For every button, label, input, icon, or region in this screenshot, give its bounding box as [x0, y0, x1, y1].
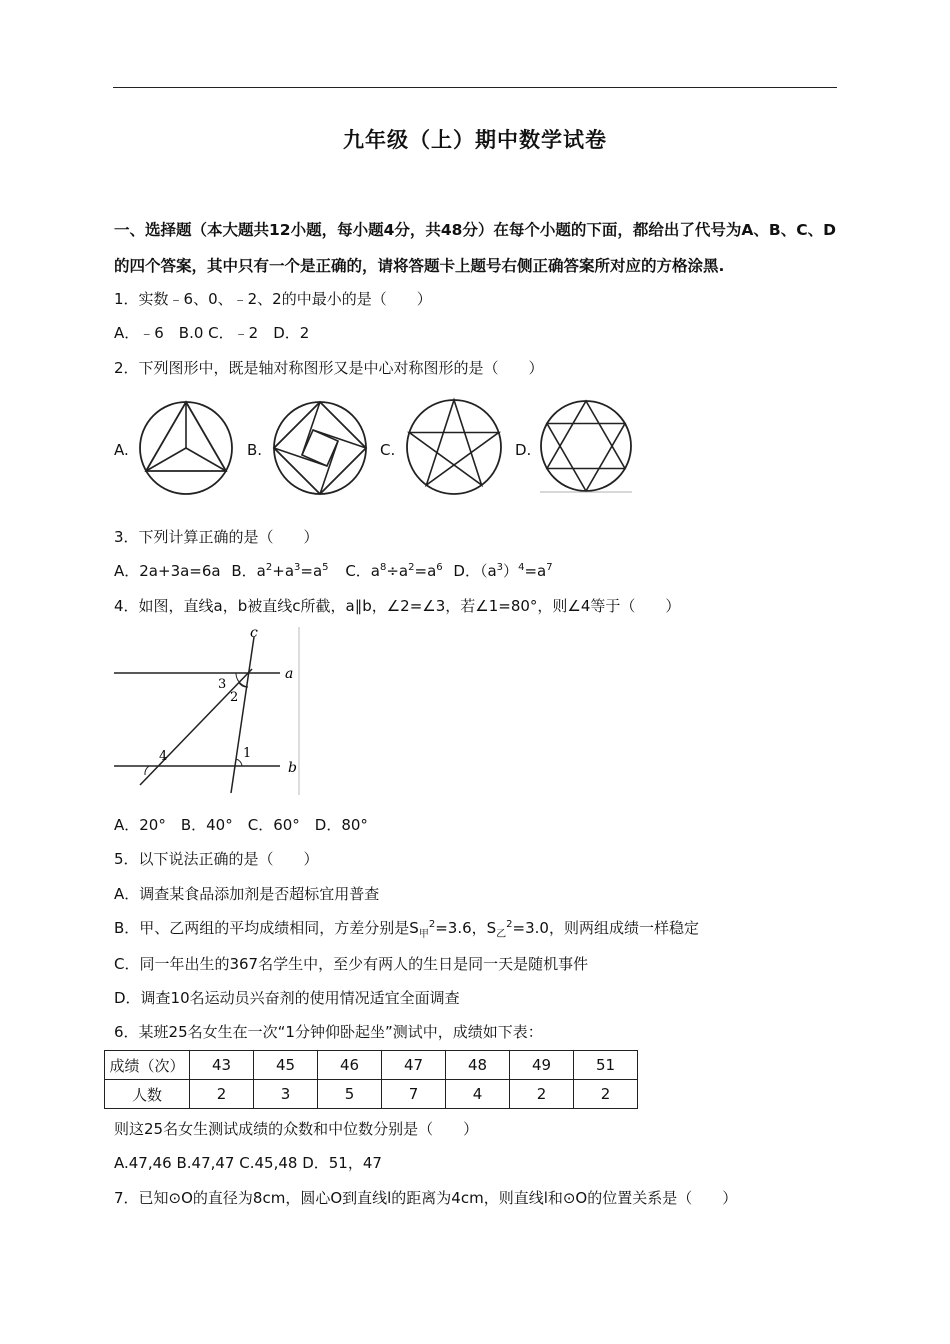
table-cell: 46 — [318, 1051, 382, 1080]
table-cell: 5 — [318, 1080, 382, 1109]
table-cell: 49 — [510, 1051, 574, 1080]
table-cell: 51 — [574, 1051, 638, 1080]
table-row — [105, 1080, 638, 1109]
q3-stem: 3．下列计算正确的是（ ） — [114, 528, 319, 546]
table-cell: 47 — [382, 1051, 446, 1080]
table-cell: 48 — [446, 1051, 510, 1080]
q3-option-c: C．$a^8\div a^2=a^6$ — [345, 562, 443, 580]
table-cell: 43 — [190, 1051, 254, 1080]
q2-stem: 2．下列图形中，既是轴对称图形又是中心对称图形的是（ ） — [114, 359, 544, 377]
q2-figure-b — [272, 400, 368, 496]
q5-option-d: D．调查10名运动员兴奋剂的使用情况适宜全面调查 — [114, 989, 460, 1007]
q4-label-b: b — [288, 760, 297, 776]
q4-label-c: c — [250, 625, 258, 641]
q4-label-angle4: 4 — [159, 749, 168, 764]
table-row-header: 人数 — [105, 1080, 190, 1109]
q3-option-b: B．$a^2+a^3=a^5$ — [231, 562, 329, 580]
q2-label-b: B. — [247, 441, 263, 459]
q5-option-b: B．甲、乙两组的平均成绩相同，方差分别是$S_甲^2=3.6$，$S_乙^2=3.0$，则两组成绩一样稳定 — [114, 919, 699, 940]
q4-figure — [112, 625, 302, 797]
table-cell: 3 — [254, 1080, 318, 1109]
q2-label-a: A. — [114, 441, 129, 459]
q5-option-c: C．同一年出生的367名学生中，至少有两人的生日是同一天是随机事件 — [114, 955, 589, 973]
q3-options — [114, 560, 553, 581]
table-cell: 2 — [574, 1080, 638, 1109]
table-cell: 45 — [254, 1051, 318, 1080]
q3-option-a: A．2a+3a=6a — [114, 562, 221, 580]
header-rule — [113, 87, 837, 88]
section-heading-line1: 一、选择题（本大题共12小题，每小题4分，共48分）在每个小题的下面，都给出了代号为A、B、C、D — [114, 221, 836, 239]
section-heading-line2: 的四个答案，其中只有一个是正确的，请将答题卡上题号右侧正确答案所对应的方格涂黑. — [114, 257, 725, 275]
q6-stem: 6．某班25名女生在一次“1分钟仰卧起坐”测试中，成绩如下表： — [114, 1023, 543, 1041]
q1-options: A．﹣6 B.0 C．﹣2 D．2 — [114, 324, 310, 342]
q5-stem: 5．以下说法正确的是（ ） — [114, 850, 319, 868]
q2-label-c: C. — [380, 441, 396, 459]
q3-option-d: D．$(a^3)^4=a^7$ — [453, 562, 553, 580]
q1-stem: 1．实数﹣6、0、﹣2、2的中最小的是（ ） — [114, 290, 432, 308]
q2-figure-a — [138, 400, 234, 496]
q4-options: A．20° B．40° C．60° D．80° — [114, 816, 368, 834]
table-row — [105, 1051, 638, 1080]
table-cell: 7 — [382, 1080, 446, 1109]
q6-options: A.47,46 B.47,47 C.45,48 D．51，47 — [114, 1154, 382, 1172]
q2-figure-c — [405, 398, 503, 496]
q4-stem: 4．如图，直线a，b被直线c所截，a∥b，∠2=∠3，若∠1=80°，则∠4等于（ ） — [114, 597, 681, 615]
table-cell: 2 — [510, 1080, 574, 1109]
q4-label-angle3: 3 — [218, 677, 227, 692]
page-title: 九年级（上）期中数学试卷 — [343, 128, 607, 152]
q2-figure-d — [538, 400, 634, 496]
q2-label-d: D. — [515, 441, 532, 459]
table-cell: 4 — [446, 1080, 510, 1109]
score-table — [104, 1050, 638, 1109]
q4-label-angle2: 2 — [230, 690, 239, 705]
q5-option-a: A．调查某食品添加剂是否超标宜用普查 — [114, 885, 380, 903]
q7-stem: 7．已知⊙O的直径为8cm，圆心O到直线l的距离为4cm，则直线l和⊙O的位置关系是（ ） — [114, 1189, 738, 1207]
table-cell: 2 — [190, 1080, 254, 1109]
table-row-header: 成绩（次） — [105, 1051, 190, 1080]
q4-label-a: a — [285, 666, 294, 682]
q4-label-angle1: 1 — [243, 746, 252, 761]
q6-question: 则这25名女生测试成绩的众数和中位数分别是（ ） — [114, 1120, 479, 1138]
